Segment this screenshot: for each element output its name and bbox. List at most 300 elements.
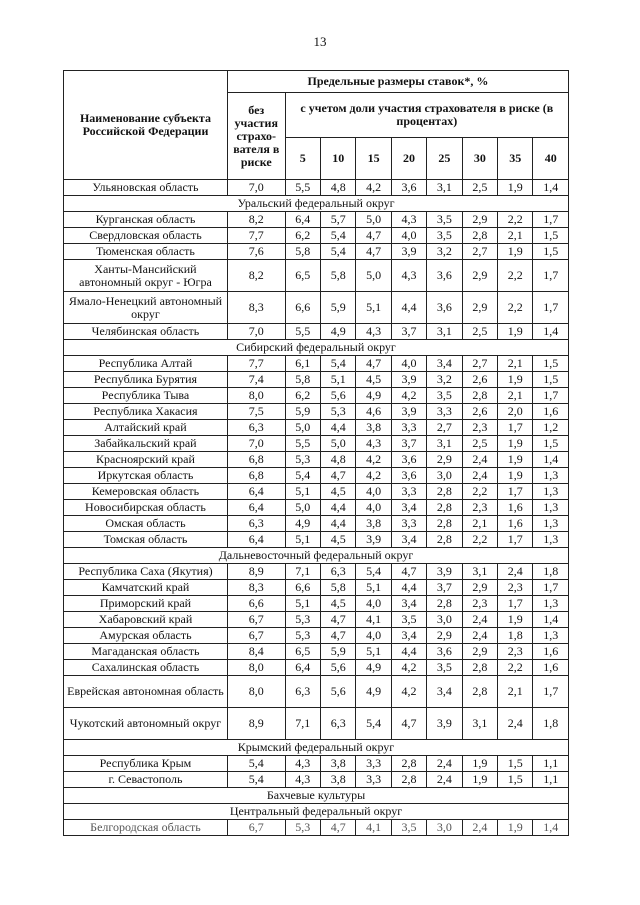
district-name: Крымский федеральный округ <box>64 740 569 756</box>
region-name: Республика Тыва <box>64 388 228 404</box>
rate-with-participation: 1,6 <box>533 644 569 660</box>
rate-with-participation: 1,7 <box>533 292 569 324</box>
district-name: Сибирский федеральный округ <box>64 340 569 356</box>
rate-with-participation: 2,1 <box>462 516 497 532</box>
rate-without-participation: 8,2 <box>227 260 285 292</box>
rate-with-participation: 1,9 <box>498 180 533 196</box>
rate-with-participation: 1,5 <box>533 244 569 260</box>
rate-with-participation: 5,3 <box>285 612 320 628</box>
rate-with-participation: 3,4 <box>427 356 462 372</box>
rate-with-participation: 6,6 <box>285 292 320 324</box>
rate-with-participation: 2,6 <box>462 404 497 420</box>
rate-with-participation: 2,4 <box>462 820 497 836</box>
region-name: Республика Саха (Якутия) <box>64 564 228 580</box>
rate-without-participation: 8,0 <box>227 676 285 708</box>
rate-with-participation: 6,3 <box>321 708 356 740</box>
rate-with-participation: 2,4 <box>498 564 533 580</box>
rate-with-participation: 2,4 <box>427 756 462 772</box>
rate-with-participation: 6,3 <box>321 564 356 580</box>
region-name: Камчатский край <box>64 580 228 596</box>
region-name: Омская область <box>64 516 228 532</box>
rate-with-participation: 2,8 <box>427 500 462 516</box>
rate-with-participation: 1,9 <box>498 324 533 340</box>
region-name: Алтайский край <box>64 420 228 436</box>
rate-with-participation: 1,4 <box>533 820 569 836</box>
table-row <box>64 244 569 260</box>
rate-with-participation: 3,3 <box>356 772 391 788</box>
rate-without-participation: 6,4 <box>227 532 285 548</box>
rate-with-participation: 4,0 <box>356 500 391 516</box>
rate-with-participation: 4,0 <box>356 628 391 644</box>
header-percent-25: 25 <box>427 138 462 180</box>
rate-with-participation: 3,4 <box>427 676 462 708</box>
region-name: Свердловская область <box>64 228 228 244</box>
rate-with-participation: 2,4 <box>462 628 497 644</box>
rate-with-participation: 2,8 <box>427 596 462 612</box>
rate-with-participation: 3,9 <box>427 564 462 580</box>
table-row <box>64 612 569 628</box>
rate-with-participation: 6,2 <box>285 388 320 404</box>
rate-without-participation: 7,7 <box>227 356 285 372</box>
region-name: Республика Хакасия <box>64 404 228 420</box>
rate-with-participation: 2,7 <box>462 356 497 372</box>
table-row <box>64 820 569 836</box>
rate-with-participation: 2,1 <box>498 356 533 372</box>
table-row <box>64 516 569 532</box>
rate-with-participation: 4,4 <box>321 500 356 516</box>
table-row <box>64 260 569 292</box>
rate-with-participation: 2,9 <box>462 292 497 324</box>
rate-with-participation: 5,1 <box>285 596 320 612</box>
rate-with-participation: 5,0 <box>356 212 391 228</box>
rate-without-participation: 6,3 <box>227 516 285 532</box>
rate-with-participation: 2,9 <box>462 644 497 660</box>
rate-with-participation: 4,7 <box>356 356 391 372</box>
rate-with-participation: 2,8 <box>427 516 462 532</box>
rate-with-participation: 3,6 <box>427 292 462 324</box>
rate-with-participation: 4,3 <box>356 436 391 452</box>
rate-with-participation: 5,1 <box>321 372 356 388</box>
rate-with-participation: 5,9 <box>285 404 320 420</box>
rate-with-participation: 1,7 <box>498 596 533 612</box>
rate-with-participation: 2,2 <box>462 484 497 500</box>
rate-with-participation: 2,3 <box>462 500 497 516</box>
rate-with-participation: 4,3 <box>356 324 391 340</box>
rate-with-participation: 1,5 <box>533 372 569 388</box>
rate-with-participation: 3,7 <box>427 580 462 596</box>
header-percent-5: 5 <box>285 138 320 180</box>
region-name: Республика Бурятия <box>64 372 228 388</box>
table-row <box>64 596 569 612</box>
rate-with-participation: 5,8 <box>321 260 356 292</box>
rate-with-participation: 3,0 <box>427 612 462 628</box>
rate-with-participation: 2,2 <box>462 532 497 548</box>
rate-with-participation: 4,0 <box>391 356 426 372</box>
rate-with-participation: 4,1 <box>356 820 391 836</box>
rate-with-participation: 2,9 <box>462 580 497 596</box>
region-name: Новосибирская область <box>64 500 228 516</box>
table-row <box>64 324 569 340</box>
rate-with-participation: 2,3 <box>498 580 533 596</box>
table-row <box>64 356 569 372</box>
rate-with-participation: 2,4 <box>498 708 533 740</box>
rate-with-participation: 4,1 <box>356 612 391 628</box>
rate-with-participation: 3,9 <box>391 404 426 420</box>
rate-without-participation: 5,4 <box>227 772 285 788</box>
rate-with-participation: 1,6 <box>533 404 569 420</box>
section-header-row <box>64 788 569 804</box>
rate-with-participation: 6,5 <box>285 260 320 292</box>
rate-with-participation: 1,4 <box>533 324 569 340</box>
table-row <box>64 676 569 708</box>
rate-with-participation: 2,1 <box>498 228 533 244</box>
region-name: Томская область <box>64 532 228 548</box>
rate-with-participation: 5,4 <box>356 708 391 740</box>
rate-with-participation: 4,4 <box>391 292 426 324</box>
table-row <box>64 564 569 580</box>
region-name: Курганская область <box>64 212 228 228</box>
rate-with-participation: 4,7 <box>391 708 426 740</box>
rate-with-participation: 4,5 <box>356 372 391 388</box>
rate-with-participation: 2,5 <box>462 436 497 452</box>
rate-without-participation: 8,0 <box>227 660 285 676</box>
rate-with-participation: 2,4 <box>427 772 462 788</box>
region-name: Забайкальский край <box>64 436 228 452</box>
rate-with-participation: 4,6 <box>356 404 391 420</box>
district-name: Дальневосточный федеральный округ <box>64 548 569 564</box>
table-row <box>64 180 569 196</box>
rate-with-participation: 1,9 <box>498 436 533 452</box>
rate-without-participation: 8,3 <box>227 292 285 324</box>
rate-without-participation: 6,8 <box>227 452 285 468</box>
rate-with-participation: 7,1 <box>285 564 320 580</box>
rate-with-participation: 4,5 <box>321 484 356 500</box>
district-header-row <box>64 804 569 820</box>
rate-without-participation: 7,7 <box>227 228 285 244</box>
rate-with-participation: 2,8 <box>462 660 497 676</box>
region-name: Республика Крым <box>64 756 228 772</box>
rate-without-participation: 7,5 <box>227 404 285 420</box>
rate-without-participation: 8,2 <box>227 212 285 228</box>
district-header-row <box>64 740 569 756</box>
table-row <box>64 212 569 228</box>
rate-with-participation: 2,8 <box>427 532 462 548</box>
rate-with-participation: 4,9 <box>356 676 391 708</box>
rate-with-participation: 2,3 <box>462 420 497 436</box>
rate-without-participation: 6,7 <box>227 628 285 644</box>
rate-with-participation: 1,9 <box>498 468 533 484</box>
rate-with-participation: 2,9 <box>427 452 462 468</box>
rate-with-participation: 5,4 <box>321 228 356 244</box>
region-name: Республика Алтай <box>64 356 228 372</box>
rate-without-participation: 6,3 <box>227 420 285 436</box>
rate-with-participation: 4,2 <box>356 452 391 468</box>
rate-with-participation: 1,3 <box>533 484 569 500</box>
rate-with-participation: 1,7 <box>533 260 569 292</box>
rate-with-participation: 7,1 <box>285 708 320 740</box>
rate-with-participation: 1,5 <box>498 756 533 772</box>
rate-with-participation: 5,6 <box>321 388 356 404</box>
rate-with-participation: 5,1 <box>285 532 320 548</box>
rate-with-participation: 2,2 <box>498 292 533 324</box>
rate-with-participation: 5,9 <box>321 292 356 324</box>
rate-with-participation: 2,4 <box>462 452 497 468</box>
rate-without-participation: 8,4 <box>227 644 285 660</box>
rate-with-participation: 1,7 <box>498 532 533 548</box>
rate-with-participation: 5,4 <box>321 244 356 260</box>
rate-with-participation: 1,8 <box>533 708 569 740</box>
rate-with-participation: 3,5 <box>427 212 462 228</box>
rate-with-participation: 1,3 <box>533 596 569 612</box>
table-row <box>64 644 569 660</box>
rate-without-participation: 6,6 <box>227 596 285 612</box>
rate-with-participation: 1,7 <box>533 212 569 228</box>
rate-with-participation: 4,3 <box>391 260 426 292</box>
header-percent-40: 40 <box>533 138 569 180</box>
rate-with-participation: 1,3 <box>533 532 569 548</box>
region-name: Кемеровская область <box>64 484 228 500</box>
rate-with-participation: 2,8 <box>462 676 497 708</box>
rate-with-participation: 2,7 <box>427 420 462 436</box>
rate-with-participation: 6,1 <box>285 356 320 372</box>
rate-with-participation: 3,7 <box>391 436 426 452</box>
region-name: Красноярский край <box>64 452 228 468</box>
region-name: Ульяновская область <box>64 180 228 196</box>
rate-with-participation: 3,4 <box>391 500 426 516</box>
table-row <box>64 484 569 500</box>
header-region-name: Наименование субъекта Российской Федерации <box>64 71 228 180</box>
rate-with-participation: 2,4 <box>462 612 497 628</box>
rate-without-participation: 6,4 <box>227 500 285 516</box>
district-name: Уральский федеральный округ <box>64 196 569 212</box>
rate-with-participation: 5,5 <box>285 436 320 452</box>
table-row <box>64 228 569 244</box>
table-row <box>64 404 569 420</box>
rate-with-participation: 2,9 <box>462 260 497 292</box>
rate-with-participation: 1,9 <box>498 612 533 628</box>
rate-with-participation: 2,5 <box>462 324 497 340</box>
rate-with-participation: 3,4 <box>391 532 426 548</box>
rate-with-participation: 3,8 <box>321 772 356 788</box>
rate-with-participation: 4,3 <box>285 756 320 772</box>
rate-with-participation: 1,9 <box>498 372 533 388</box>
rate-with-participation: 2,4 <box>462 468 497 484</box>
rate-with-participation: 3,6 <box>391 468 426 484</box>
region-name: Еврейская автономная область <box>64 676 228 708</box>
rate-with-participation: 3,4 <box>391 628 426 644</box>
rate-with-participation: 4,3 <box>285 772 320 788</box>
rate-with-participation: 3,5 <box>391 820 426 836</box>
rate-with-participation: 5,7 <box>321 212 356 228</box>
district-header-row <box>64 196 569 212</box>
rate-with-participation: 1,5 <box>533 356 569 372</box>
rate-with-participation: 5,4 <box>321 356 356 372</box>
rate-with-participation: 2,1 <box>498 388 533 404</box>
rate-with-participation: 5,3 <box>285 628 320 644</box>
rate-with-participation: 4,4 <box>391 644 426 660</box>
table-row <box>64 628 569 644</box>
rate-with-participation: 4,7 <box>321 468 356 484</box>
rate-with-participation: 5,1 <box>356 644 391 660</box>
region-name: Челябинская область <box>64 324 228 340</box>
rate-with-participation: 3,1 <box>462 564 497 580</box>
rate-with-participation: 3,5 <box>391 612 426 628</box>
rate-with-participation: 3,3 <box>356 756 391 772</box>
rate-with-participation: 4,8 <box>321 180 356 196</box>
rate-with-participation: 2,2 <box>498 260 533 292</box>
rate-with-participation: 6,4 <box>285 212 320 228</box>
header-percent-10: 10 <box>321 138 356 180</box>
rate-with-participation: 2,8 <box>462 228 497 244</box>
rate-with-participation: 3,9 <box>391 372 426 388</box>
rate-with-participation: 5,9 <box>321 644 356 660</box>
rate-with-participation: 1,8 <box>533 564 569 580</box>
rate-with-participation: 4,0 <box>356 596 391 612</box>
rate-with-participation: 3,9 <box>391 244 426 260</box>
region-name: г. Севастополь <box>64 772 228 788</box>
rate-with-participation: 1,7 <box>533 676 569 708</box>
page-number: 13 <box>313 34 327 49</box>
rate-without-participation: 8,3 <box>227 580 285 596</box>
rate-without-participation: 7,0 <box>227 180 285 196</box>
rate-with-participation: 4,9 <box>321 324 356 340</box>
rate-with-participation: 1,5 <box>498 772 533 788</box>
region-name: Хабаровский край <box>64 612 228 628</box>
region-name: Иркутская область <box>64 468 228 484</box>
rate-with-participation: 5,1 <box>356 292 391 324</box>
rate-with-participation: 3,8 <box>356 516 391 532</box>
header-percent-35: 35 <box>498 138 533 180</box>
rate-with-participation: 1,9 <box>498 820 533 836</box>
rate-with-participation: 2,3 <box>462 596 497 612</box>
rate-without-participation: 6,7 <box>227 820 285 836</box>
rate-without-participation: 8,9 <box>227 564 285 580</box>
rate-with-participation: 1,9 <box>498 452 533 468</box>
rates-table <box>63 70 569 836</box>
rate-without-participation: 7,0 <box>227 436 285 452</box>
rate-with-participation: 4,7 <box>321 820 356 836</box>
rate-with-participation: 1,7 <box>498 484 533 500</box>
rate-with-participation: 2,8 <box>391 756 426 772</box>
rate-without-participation: 8,0 <box>227 388 285 404</box>
rate-with-participation: 5,4 <box>285 468 320 484</box>
rate-with-participation: 3,3 <box>427 404 462 420</box>
rate-with-participation: 5,3 <box>285 452 320 468</box>
rate-with-participation: 4,9 <box>285 516 320 532</box>
rate-without-participation: 5,4 <box>227 756 285 772</box>
rate-with-participation: 4,0 <box>356 484 391 500</box>
rate-with-participation: 5,6 <box>321 676 356 708</box>
table-row <box>64 756 569 772</box>
table-row <box>64 468 569 484</box>
rate-with-participation: 4,4 <box>391 580 426 596</box>
rate-with-participation: 5,5 <box>285 324 320 340</box>
rate-with-participation: 5,1 <box>356 580 391 596</box>
rate-with-participation: 3,3 <box>391 516 426 532</box>
rate-with-participation: 2,5 <box>462 180 497 196</box>
rate-without-participation: 7,4 <box>227 372 285 388</box>
rate-with-participation: 2,0 <box>498 404 533 420</box>
rate-with-participation: 1,9 <box>462 772 497 788</box>
rate-with-participation: 3,1 <box>462 708 497 740</box>
region-name: Ямало-Ненецкий автономный округ <box>64 292 228 324</box>
rate-with-participation: 2,8 <box>391 772 426 788</box>
rate-with-participation: 1,4 <box>533 612 569 628</box>
rate-with-participation: 1,3 <box>533 500 569 516</box>
rate-with-participation: 6,5 <box>285 644 320 660</box>
rate-with-participation: 3,6 <box>427 260 462 292</box>
rate-with-participation: 5,0 <box>285 420 320 436</box>
rate-with-participation: 4,2 <box>356 180 391 196</box>
rate-with-participation: 2,2 <box>498 212 533 228</box>
table-row <box>64 660 569 676</box>
rate-with-participation: 5,8 <box>285 244 320 260</box>
district-header-row <box>64 340 569 356</box>
rate-with-participation: 3,7 <box>391 324 426 340</box>
region-name: Чукотский автономный округ <box>64 708 228 740</box>
rate-with-participation: 1,3 <box>533 628 569 644</box>
rate-with-participation: 3,1 <box>427 180 462 196</box>
rate-with-participation: 3,6 <box>391 180 426 196</box>
header-rate-limits: Предельные размеры ставок*, % <box>227 71 568 93</box>
rate-with-participation: 1,6 <box>498 500 533 516</box>
rate-with-participation: 1,9 <box>462 756 497 772</box>
rate-with-participation: 4,4 <box>321 516 356 532</box>
rate-with-participation: 1,9 <box>498 244 533 260</box>
region-name: Амурская область <box>64 628 228 644</box>
rate-with-participation: 5,6 <box>321 660 356 676</box>
rate-without-participation: 7,6 <box>227 244 285 260</box>
rate-with-participation: 4,7 <box>391 564 426 580</box>
table-row <box>64 292 569 324</box>
rate-with-participation: 5,3 <box>321 404 356 420</box>
rate-with-participation: 4,5 <box>321 596 356 612</box>
rate-with-participation: 1,4 <box>533 452 569 468</box>
rate-with-participation: 3,9 <box>427 708 462 740</box>
rate-without-participation: 6,4 <box>227 484 285 500</box>
rate-with-participation: 4,2 <box>391 676 426 708</box>
rate-with-participation: 1,1 <box>533 756 569 772</box>
rate-with-participation: 4,0 <box>391 228 426 244</box>
rate-with-participation: 2,1 <box>498 676 533 708</box>
rate-with-participation: 5,0 <box>321 436 356 452</box>
rate-with-participation: 2,8 <box>462 388 497 404</box>
region-name: Магаданская область <box>64 644 228 660</box>
rate-with-participation: 5,0 <box>356 260 391 292</box>
rate-with-participation: 4,2 <box>356 468 391 484</box>
rate-with-participation: 3,8 <box>356 420 391 436</box>
header-share-participation: с учетом доли участия страхователя в риске (в процентах) <box>285 93 568 138</box>
rate-with-participation: 6,3 <box>285 676 320 708</box>
district-name: Центральный федеральный округ <box>64 804 569 820</box>
rate-with-participation: 2,8 <box>427 484 462 500</box>
rate-with-participation: 1,1 <box>533 772 569 788</box>
rate-with-participation: 1,3 <box>533 516 569 532</box>
header-percent-30: 30 <box>462 138 497 180</box>
rate-with-participation: 6,2 <box>285 228 320 244</box>
table-row <box>64 772 569 788</box>
rate-with-participation: 4,9 <box>356 388 391 404</box>
region-name: Сахалинская область <box>64 660 228 676</box>
rate-with-participation: 5,4 <box>356 564 391 580</box>
rate-with-participation: 1,5 <box>533 436 569 452</box>
rate-with-participation: 1,7 <box>533 580 569 596</box>
rate-with-participation: 4,7 <box>321 628 356 644</box>
rate-with-participation: 3,3 <box>391 420 426 436</box>
region-name: Тюменская область <box>64 244 228 260</box>
rate-with-participation: 2,3 <box>498 644 533 660</box>
rate-without-participation: 6,8 <box>227 468 285 484</box>
